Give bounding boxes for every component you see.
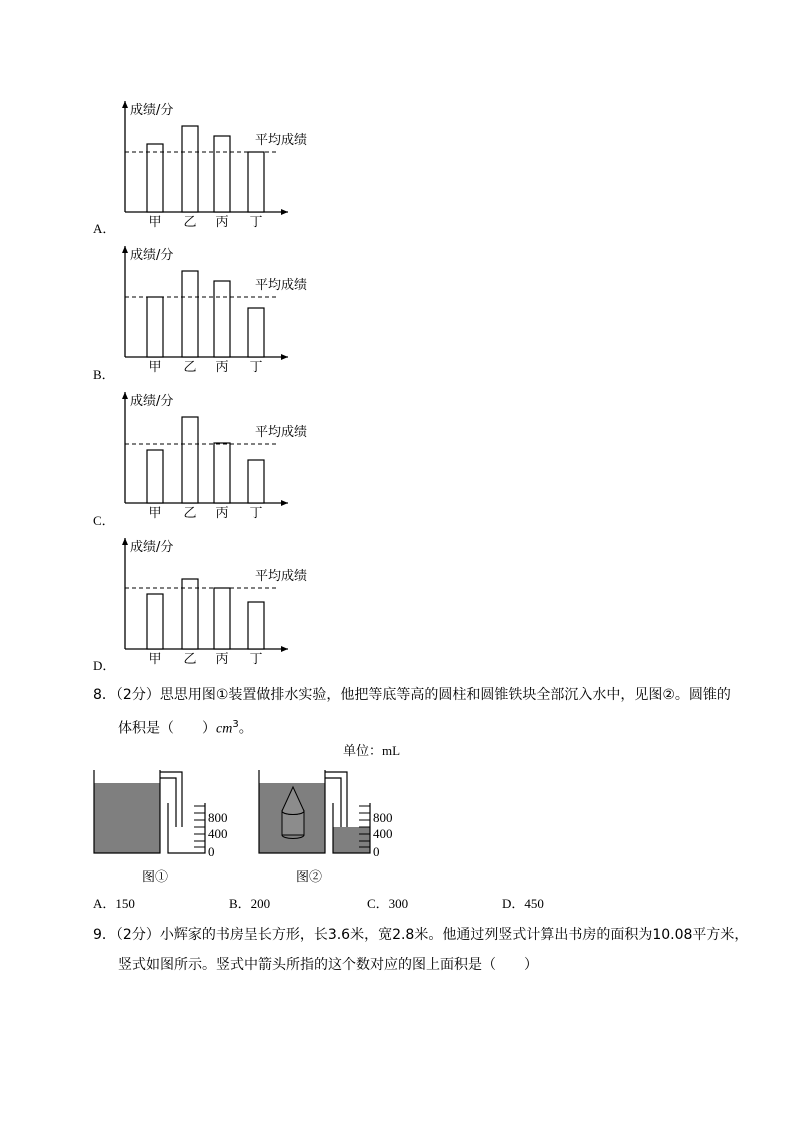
- category-label: 丙: [215, 215, 229, 230]
- choice-b[interactable]: B．200: [229, 896, 271, 911]
- x-axis-arrow: [281, 500, 288, 506]
- y-axis-arrow: [122, 392, 128, 399]
- y-axis-label: 成绩/分: [130, 540, 174, 555]
- bar-3: [214, 588, 230, 649]
- spout-outer: [325, 772, 347, 827]
- bar-3: [214, 443, 230, 503]
- fig1-scale-400: 400: [208, 826, 228, 841]
- bar-4: [248, 460, 264, 503]
- option-a-letter: A．: [93, 221, 116, 236]
- unit-caption: 单位：mL: [343, 743, 401, 758]
- choice-a[interactable]: A．150: [93, 896, 135, 911]
- q8-unit-exp: 3: [232, 719, 239, 730]
- q8-line1: 8．（2分）思思用图①装置做排水实验，他把等底等高的圆柱和圆锥铁块全部沉入水中，见图②。圆锥的: [93, 687, 731, 703]
- q9-line1: 9．（2分）小辉家的书房呈长方形，长3.6米，宽2.8米。他通过列竖式计算出书房的面积为10.08平方米，: [93, 927, 749, 943]
- y-axis-arrow: [122, 101, 128, 108]
- bar-4: [248, 602, 264, 649]
- spout-outer: [160, 772, 182, 827]
- category-label: 乙: [183, 506, 197, 521]
- bar-1: [147, 144, 163, 212]
- y-axis-label: 成绩/分: [130, 248, 174, 263]
- average-label: 平均成绩: [255, 278, 308, 293]
- category-label: 甲: [148, 506, 162, 521]
- fig1-caption: 图①: [142, 869, 169, 884]
- chart-svg: [110, 389, 340, 519]
- x-axis-arrow: [281, 209, 288, 215]
- q8-unit-var: cm: [216, 721, 233, 737]
- x-axis-arrow: [281, 646, 288, 652]
- figure-1: [88, 765, 268, 865]
- category-label: 甲: [148, 652, 162, 667]
- category-label: 丁: [249, 215, 263, 230]
- choice-c[interactable]: C．300: [367, 896, 409, 911]
- fig2-caption: 图②: [296, 869, 323, 884]
- category-label: 丙: [215, 506, 229, 521]
- beaker: [168, 803, 205, 853]
- chart-svg: [110, 243, 340, 373]
- chart-svg: [110, 535, 340, 665]
- water-fill: [94, 783, 160, 853]
- y-axis-label: 成绩/分: [130, 103, 174, 118]
- fig1-scale-800: 800: [208, 810, 228, 825]
- q8-line2-prefix: 体积是（ ）: [118, 720, 216, 737]
- option-b-letter: B．: [93, 367, 115, 382]
- y-axis-arrow: [122, 538, 128, 545]
- bar-2: [182, 579, 198, 649]
- average-label: 平均成绩: [255, 569, 308, 584]
- option-c-letter: C．: [93, 513, 115, 528]
- q9-line2: 竖式如图所示。竖式中箭头所指的这个数对应的图上面积是（ ）: [118, 957, 538, 973]
- q8-line2-suffix: 。: [238, 720, 253, 737]
- bar-4: [248, 152, 264, 212]
- category-label: 丁: [249, 360, 263, 375]
- option-b-chart: [110, 243, 340, 373]
- category-label: 丁: [249, 506, 263, 521]
- y-axis-arrow: [122, 246, 128, 253]
- fig2-scale-800: 800: [373, 810, 393, 825]
- q8-line2: [118, 715, 253, 740]
- option-d-letter: D．: [93, 658, 116, 673]
- beaker-scale: [194, 806, 205, 847]
- category-label: 丙: [215, 652, 229, 667]
- category-label: 乙: [183, 652, 197, 667]
- category-label: 乙: [183, 215, 197, 230]
- y-axis-label: 成绩/分: [130, 394, 174, 409]
- option-c-chart: [110, 389, 340, 519]
- option-d-chart: [110, 535, 340, 665]
- average-label: 平均成绩: [255, 133, 308, 148]
- fig2-scale-400: 400: [373, 826, 393, 841]
- category-label: 乙: [183, 360, 197, 375]
- bar-1: [147, 450, 163, 503]
- bar-2: [182, 417, 198, 503]
- beaker-scale: [359, 806, 370, 847]
- option-a-chart: [110, 98, 340, 228]
- bar-1: [147, 297, 163, 357]
- bar-4: [248, 308, 264, 357]
- bar-2: [182, 126, 198, 212]
- category-label: 甲: [148, 360, 162, 375]
- category-label: 甲: [148, 215, 162, 230]
- figure-2: [253, 765, 433, 865]
- fig2-scale-0: 0: [373, 844, 380, 859]
- bar-1: [147, 594, 163, 649]
- chart-svg: [110, 98, 340, 228]
- category-label: 丙: [215, 360, 229, 375]
- category-label: 丁: [249, 652, 263, 667]
- bar-3: [214, 136, 230, 212]
- bar-2: [182, 271, 198, 357]
- x-axis-arrow: [281, 354, 288, 360]
- fig1-scale-0: 0: [208, 844, 215, 859]
- bar-3: [214, 281, 230, 357]
- average-label: 平均成绩: [255, 425, 308, 440]
- beaker-water: [333, 827, 370, 853]
- choice-d[interactable]: D．450: [502, 896, 544, 911]
